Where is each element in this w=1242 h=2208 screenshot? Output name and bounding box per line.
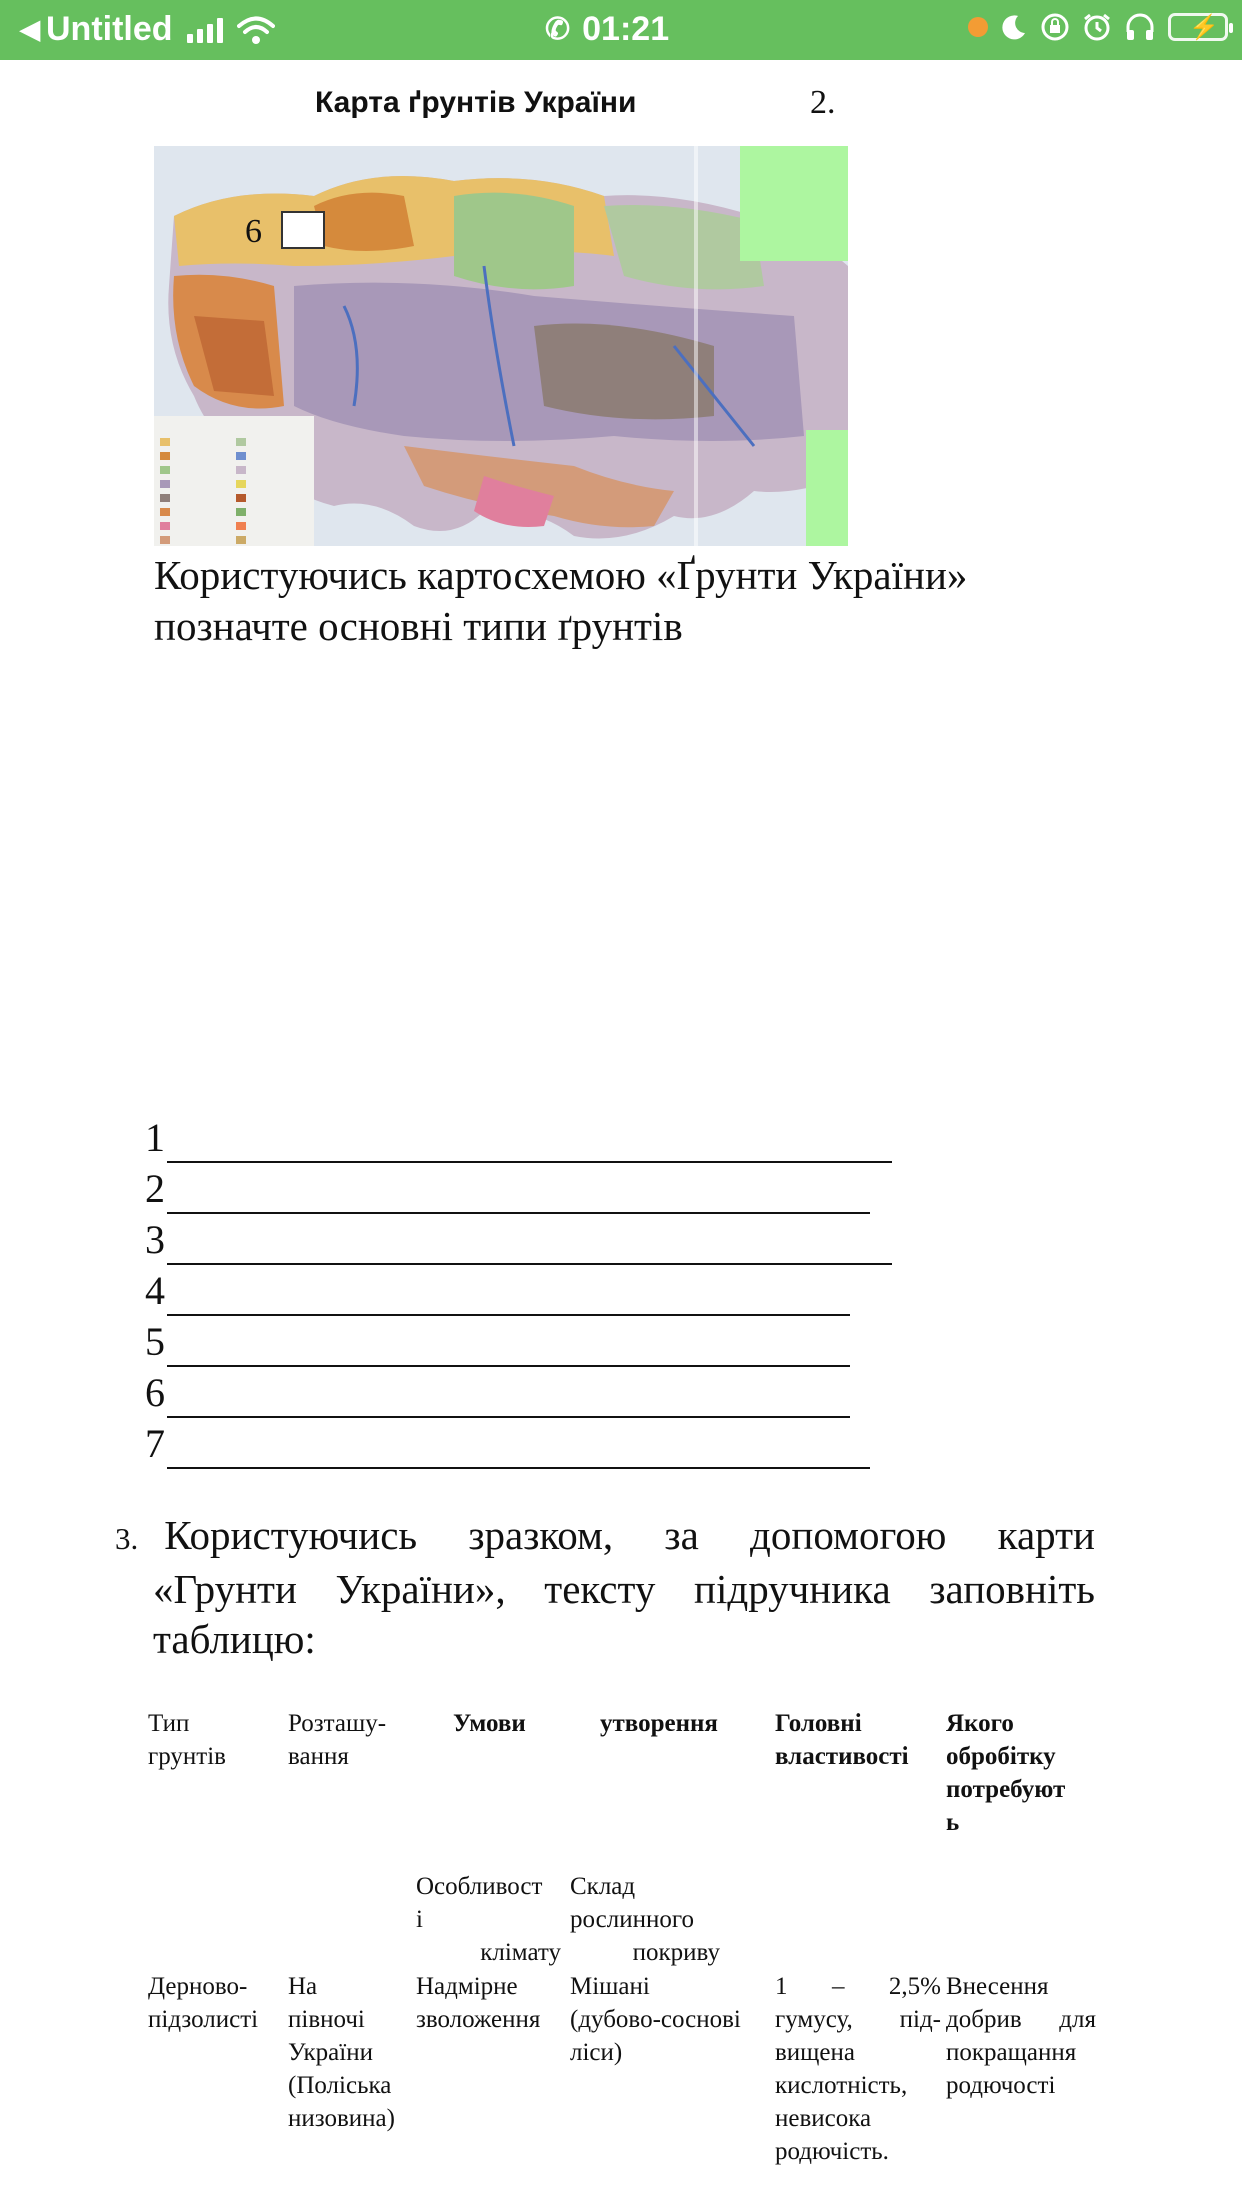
map-cover-bottom-right <box>806 430 848 546</box>
task2-instructions <box>154 550 967 652</box>
answer-line-5[interactable]: 5 <box>145 1316 892 1367</box>
signal-icon <box>187 17 227 43</box>
header-treatment: Якого обробітку потребуют ь <box>946 1710 1066 1836</box>
cell-treatment: Внесення добрив для покращання родючості <box>946 1973 1096 2099</box>
answer-line-6[interactable]: 6 <box>145 1367 892 1418</box>
cell-location: На півночі України (Поліська низовина) <box>288 1973 395 2132</box>
cell-soil-type: Дерново- підзолисті <box>148 1973 259 2033</box>
headphones-icon <box>1124 12 1156 42</box>
subheader-vegetation: Склад рослинного покриву <box>570 1873 720 1966</box>
map-title: Карта ґрунтів України <box>315 86 637 119</box>
answer-line-1[interactable]: 1 <box>145 1112 892 1163</box>
recording-dot-icon <box>968 17 988 37</box>
task3-instructions <box>115 1510 1095 1664</box>
back-app-label[interactable]: Untitled <box>46 10 173 48</box>
answer-lines <box>145 1112 892 1469</box>
header-conditions-a: Умови <box>453 1710 526 1737</box>
task2-line-2: позначте основні типи ґрунтів <box>154 603 683 649</box>
status-icons <box>956 12 1228 42</box>
answer-line-3[interactable]: 3 <box>145 1214 892 1265</box>
header-properties: Головні властивості <box>775 1710 909 1770</box>
answer-line-7[interactable]: 7 <box>145 1418 892 1469</box>
answer-line-4[interactable]: 4 <box>145 1265 892 1316</box>
wifi-icon <box>237 15 275 45</box>
task-number-2: 2. <box>810 84 836 121</box>
task3-number: 3. <box>115 1521 139 1556</box>
rotation-lock-icon <box>1040 12 1070 42</box>
task2-line-1: Користуючись картосхемою «Ґрунти України» <box>154 552 968 598</box>
subheader-climate: Особливост і клімату <box>416 1873 561 1966</box>
back-arrow-icon[interactable]: ◀ <box>20 14 40 44</box>
moon-icon <box>1000 13 1028 41</box>
cell-vegetation: Мішані (дубово-соснові ліси) <box>570 1973 741 2066</box>
map-label-number: 6 <box>245 213 262 250</box>
task3-line-2: «Грунти України», тексту підручника заповніть <box>153 1566 1095 1612</box>
map-label-box <box>281 211 325 249</box>
clock <box>545 10 669 49</box>
task3-line-1: 3. Користуючись зразком, за допомогою карти <box>115 1512 1095 1558</box>
header-conditions-b: утворення <box>600 1710 718 1737</box>
cell-climate: Надмірне зволоження <box>416 1973 541 2033</box>
header-location: Розташу- вання <box>288 1710 387 1770</box>
task3-line-3: таблицю: <box>153 1616 316 1662</box>
cell-properties: 1 – 2,5% гумусу, під- вищена кислотність, невисока родючість. <box>775 1973 941 2165</box>
alarm-icon <box>1082 12 1112 42</box>
phone-icon: ✆ <box>545 13 571 46</box>
battery-icon: ⚡ <box>1168 13 1228 41</box>
status-bar <box>0 0 1242 60</box>
map-cover-top-right <box>740 146 848 261</box>
time-label: 01:21 <box>582 10 670 48</box>
header-soil-type: Тип грунтів <box>148 1710 226 1770</box>
back-to-app[interactable] <box>20 10 275 49</box>
answer-line-2[interactable]: 2 <box>145 1163 892 1214</box>
